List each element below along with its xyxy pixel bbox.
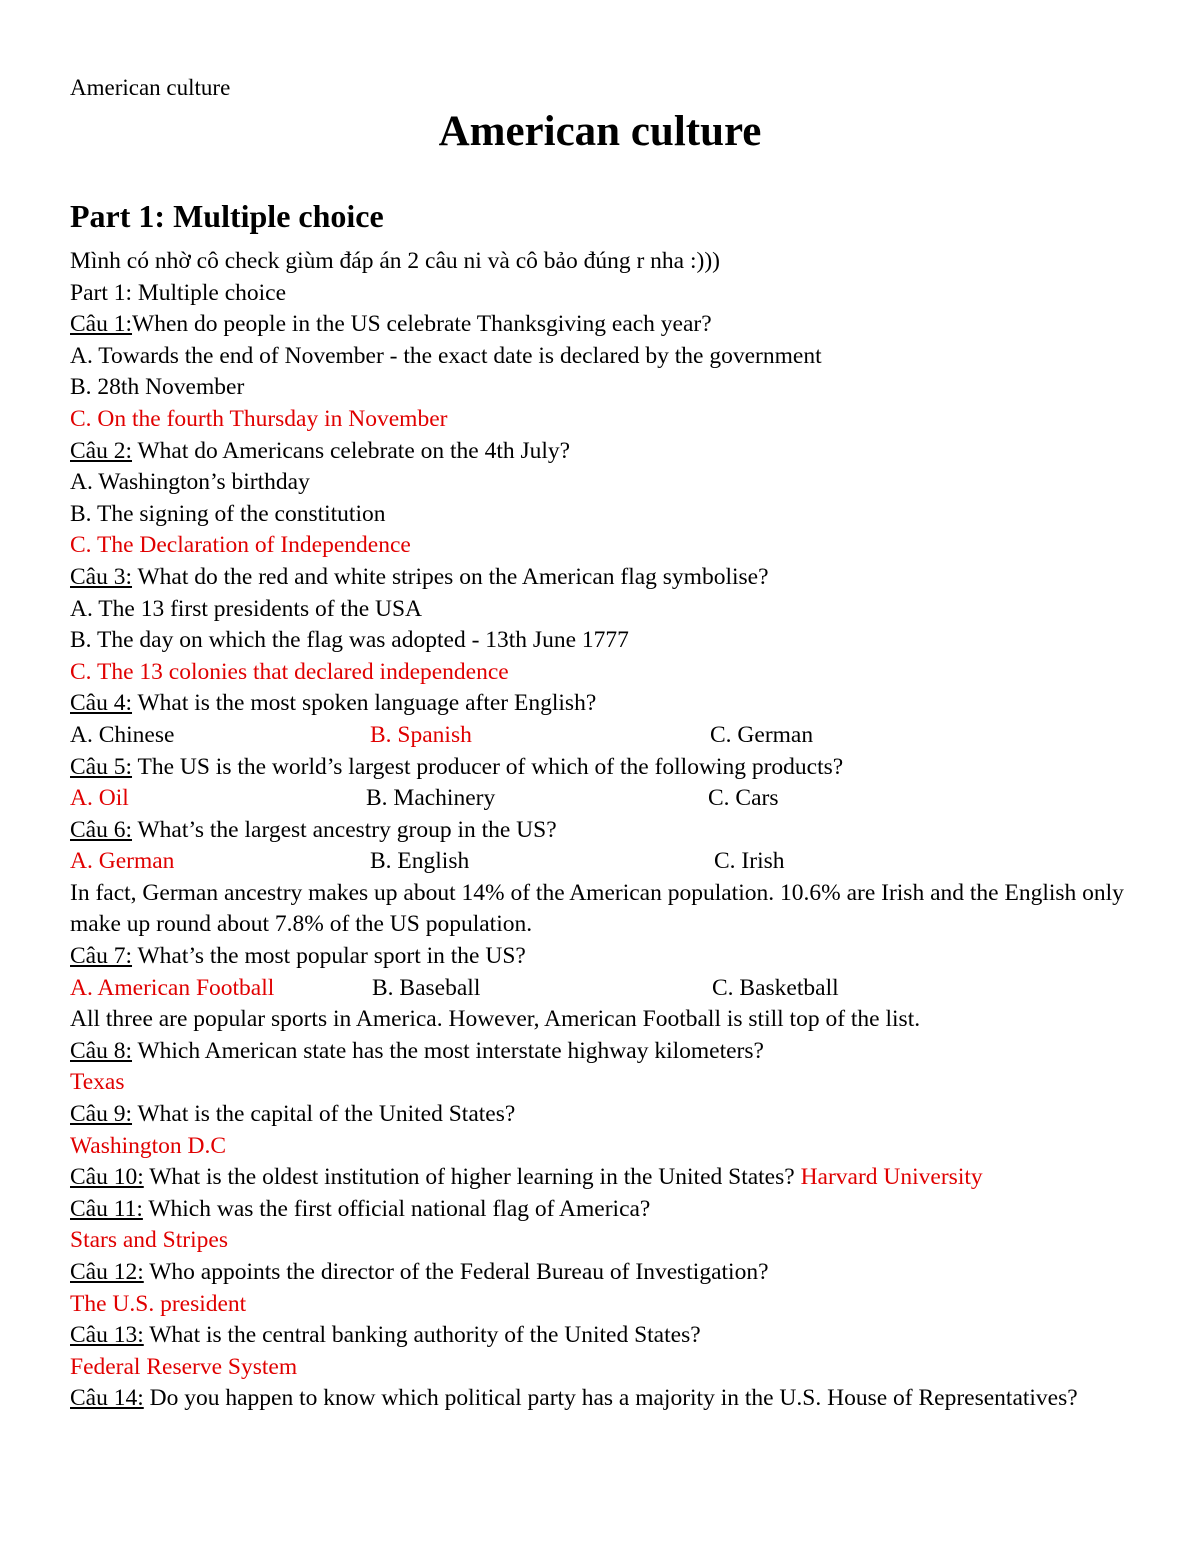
question-text: Which American state has the most interstate highway kilometers? [132, 1037, 764, 1064]
document-body [70, 246, 1140, 1415]
question-label: Câu 3: [70, 563, 133, 590]
question-text: The US is the world’s largest producer of which of the following products? [132, 753, 844, 780]
correct-option-a: A. Oil [70, 785, 129, 812]
question-2 [70, 436, 1140, 468]
document-title: American culture [438, 108, 762, 155]
question-text: What do the red and white stripes on the American flag symbolise? [132, 563, 769, 590]
question-text: What’s the largest ancestry group in the US? [132, 816, 557, 843]
option-a: A. Washington’s birthday [70, 469, 310, 496]
option-a: A. Towards the end of November - the exact date is declared by the government [70, 342, 822, 369]
question-text: What’s the most popular sport in the US? [132, 943, 526, 970]
answer-text: Stars and Stripes [70, 1227, 228, 1254]
question-10 [70, 1162, 1140, 1194]
correct-option-a: A. American Football [70, 974, 275, 1001]
question-8 [70, 1036, 1140, 1068]
question-7 [70, 941, 1140, 973]
question-text: What is the most spoken language after English? [132, 690, 597, 717]
option-b: B. Machinery [366, 785, 496, 812]
question-text: What do Americans celebrate on the 4th July? [132, 437, 571, 464]
question-9 [70, 1099, 1140, 1131]
option-a: A. Chinese [70, 721, 175, 748]
option-c: C. Basketball [712, 974, 839, 1001]
question-3 [70, 562, 1140, 594]
correct-option-c: C. The 13 colonies that declared independence [70, 658, 509, 685]
question-text: Which was the first official national flag of America? [142, 1195, 651, 1222]
question-label: Câu 13: [70, 1322, 144, 1349]
question-text: What is the oldest institution of higher learning in the United States? [143, 1164, 801, 1191]
question-11 [70, 1194, 1140, 1226]
options-row [70, 720, 1140, 752]
option-b: B. The day on which the flag was adopted - 13th June 1777 [70, 627, 629, 654]
question-text: What is the central banking authority of the United States? [143, 1322, 701, 1349]
explanation-text: All three are popular sports in America. However, American Football is still top of the list. [70, 1006, 921, 1033]
answer-text: Federal Reserve System [70, 1353, 298, 1380]
option-b: B. Baseball [372, 974, 481, 1001]
question-label: Câu 8: [70, 1037, 133, 1064]
correct-option-c: C. On the fourth Thursday in November [70, 405, 448, 432]
part-repeat-line: Part 1: Multiple choice [70, 279, 287, 306]
option-b: B. English [370, 848, 470, 875]
part-heading: Part 1: Multiple choice [70, 198, 384, 234]
question-label: Câu 1: [70, 311, 133, 338]
option-c: C. Cars [708, 785, 779, 812]
question-label: Câu 14: [70, 1385, 144, 1412]
correct-option-c: C. The Declaration of Independence [70, 532, 411, 559]
page-header: American culture [70, 75, 231, 100]
options-row [70, 846, 1140, 878]
answer-text: The U.S. president [70, 1290, 247, 1317]
question-label: Câu 2: [70, 437, 133, 464]
option-b: B. 28th November [70, 374, 245, 401]
options-row [70, 783, 1140, 815]
question-1 [70, 309, 1140, 341]
answer-text: Texas [70, 1069, 125, 1096]
question-text: Who appoints the director of the Federal Bureau of Investigation? [143, 1259, 769, 1285]
answer-text: Harvard University [800, 1164, 983, 1191]
correct-option-b: B. Spanish [370, 721, 472, 748]
question-label: Câu 11: [70, 1195, 143, 1222]
question-label: Câu 4: [70, 690, 133, 717]
question-13 [70, 1320, 1140, 1352]
question-12 [70, 1257, 1140, 1289]
question-label: Câu 10: [70, 1164, 144, 1191]
explanation-text: In fact, German ancestry makes up about 14% of the American population. 10.6% are Irish and the English only make up round about 7.8% of the US population. [70, 879, 1124, 938]
question-14 [70, 1383, 1140, 1415]
option-c: C. German [710, 721, 814, 748]
option-c: C. Irish [714, 848, 785, 875]
question-text: When do people in the US celebrate Thanksgiving each year? [132, 311, 712, 338]
question-6 [70, 815, 1140, 847]
question-4 [70, 688, 1140, 720]
question-text: What is the capital of the United States? [132, 1101, 516, 1128]
note-line: Mình có nhờ cô check giùm đáp án 2 câu ni và cô bảo đúng r nha :))) [70, 248, 720, 274]
question-text: Do you happen to know which political party has a majority in the U.S. House of Representatives? [143, 1385, 1078, 1412]
question-5 [70, 752, 1140, 784]
question-label: Câu 5: [70, 753, 133, 780]
correct-option-a: A. German [70, 848, 175, 875]
question-label: Câu 7: [70, 943, 133, 970]
question-label: Câu 9: [70, 1101, 133, 1128]
options-row [70, 973, 1140, 1005]
question-label: Câu 6: [70, 816, 133, 843]
option-b: B. The signing of the constitution [70, 500, 386, 527]
option-a: A. The 13 first presidents of the USA [70, 595, 423, 622]
answer-text: Washington D.C [70, 1132, 227, 1159]
question-label: Câu 12: [70, 1259, 144, 1285]
